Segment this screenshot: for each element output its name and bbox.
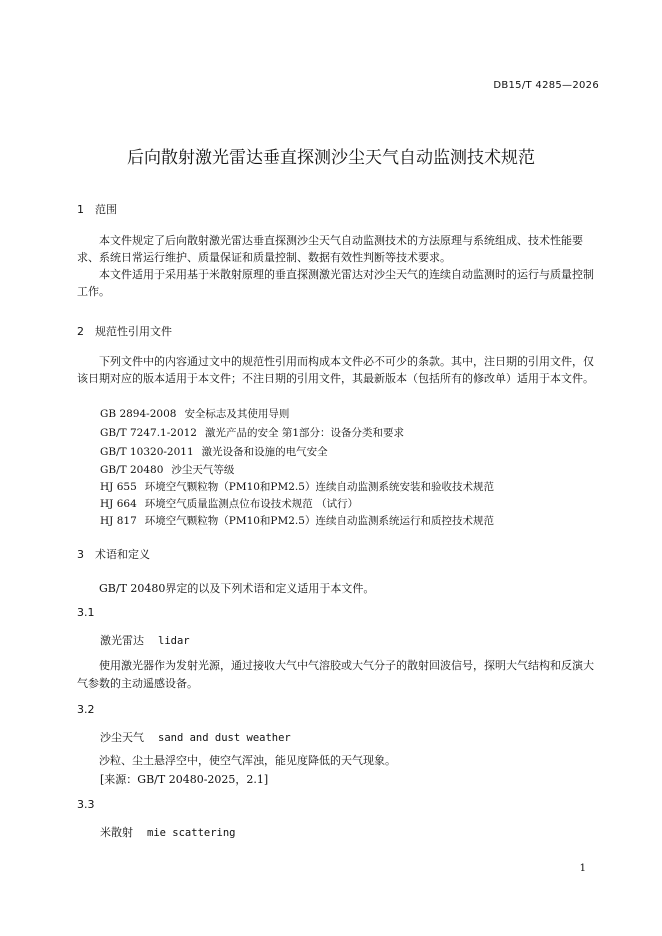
document-title: 后向散射激光雷达垂直探测沙尘天气自动监测技术规范 bbox=[127, 148, 535, 168]
scope-paragraph: 本文件规定了后向散射激光雷达垂直探测沙尘天气自动监测技术的方法原理与系统组成、技术性能要求、系统日常运行维护、质量保证和质量控制、数据有效性判断等技术要求。 bbox=[77, 234, 583, 264]
reference-code: GB/T 20480 bbox=[100, 464, 164, 476]
reference-item bbox=[100, 496, 358, 511]
references-intro: 下列文件中的内容通过文中的规范性引用而构成本文件必不可少的条款。其中，注日期的引用文件，仅该日期对应的版本适用于本文件；不注日期的引用文件，其最新版本（包括所有的修改单）适用于本文件。 bbox=[77, 355, 594, 385]
reference-item bbox=[100, 513, 494, 528]
section-title: 范围 bbox=[95, 203, 117, 216]
term-en: lidar bbox=[158, 635, 190, 647]
reference-code: GB/T 7247.1-2012 bbox=[100, 427, 197, 439]
section-3-heading bbox=[77, 546, 150, 562]
reference-code: HJ 655 bbox=[100, 481, 137, 493]
section-title: 术语和定义 bbox=[95, 548, 150, 561]
reference-code: GB/T 10320-2011 bbox=[100, 446, 194, 458]
reference-code: HJ 664 bbox=[100, 498, 137, 510]
reference-code: HJ 817 bbox=[100, 515, 137, 527]
term-en: sand and dust weather bbox=[158, 732, 291, 744]
section-number: 2 bbox=[77, 325, 84, 338]
term-zh: 沙尘天气 bbox=[100, 731, 144, 744]
term-definition: 沙粒、尘土悬浮空中，使空气浑浊，能见度降低的天气现象。 bbox=[99, 754, 396, 767]
section-1-heading bbox=[77, 201, 117, 217]
section-title: 规范性引用文件 bbox=[95, 325, 172, 338]
reference-item bbox=[100, 425, 404, 440]
reference-title: 安全标志及其使用导则 bbox=[184, 408, 290, 420]
term-zh: 米散射 bbox=[100, 826, 133, 839]
reference-title: 激光设备和设施的电气安全 bbox=[201, 446, 328, 458]
term-heading bbox=[100, 824, 236, 840]
reference-title: 沙尘天气等级 bbox=[171, 464, 235, 476]
reference-item bbox=[100, 479, 494, 494]
term-number: 3.2 bbox=[77, 703, 95, 716]
section-number: 3 bbox=[77, 548, 84, 561]
document-code: DB15/T 4285—2026 bbox=[493, 80, 599, 91]
page-number: 1 bbox=[579, 863, 586, 874]
section-2-heading bbox=[77, 323, 172, 339]
term-number: 3.3 bbox=[77, 798, 95, 811]
reference-item bbox=[100, 406, 289, 421]
term-en: mie scattering bbox=[147, 827, 236, 839]
section-number: 1 bbox=[77, 203, 84, 216]
reference-item bbox=[100, 462, 234, 477]
terms-intro: GB/T 20480界定的以及下列术语和定义适用于本文件。 bbox=[99, 582, 375, 595]
term-definition: 使用激光器作为发射光源，通过接收大气中气溶胶或大气分子的散射回波信号，探明大气结构和反演大气参数的主动遥感设备。 bbox=[77, 659, 594, 690]
reference-title: 环境空气质量监测点位布设技术规范 （试行） bbox=[144, 498, 359, 510]
term-zh: 激光雷达 bbox=[100, 634, 144, 647]
scope-paragraph: 本文件适用于采用基于米散射原理的垂直探测激光雷达对沙尘天气的连续自动监测时的运行与质量控制工作。 bbox=[77, 268, 594, 298]
reference-title: 环境空气颗粒物（PM10和PM2.5）连续自动监测系统安装和验收技术规范 bbox=[144, 481, 494, 493]
reference-title: 环境空气颗粒物（PM10和PM2.5）连续自动监测系统运行和质控技术规范 bbox=[144, 515, 494, 527]
term-number: 3.1 bbox=[77, 606, 95, 619]
reference-title: 激光产品的安全 第1部分：设备分类和要求 bbox=[205, 427, 405, 439]
term-heading bbox=[100, 729, 291, 745]
reference-item bbox=[100, 444, 328, 459]
term-source: [来源：GB/T 20480-2025，2.1] bbox=[100, 773, 269, 786]
term-heading bbox=[100, 632, 190, 648]
reference-code: GB 2894-2008 bbox=[100, 408, 177, 420]
